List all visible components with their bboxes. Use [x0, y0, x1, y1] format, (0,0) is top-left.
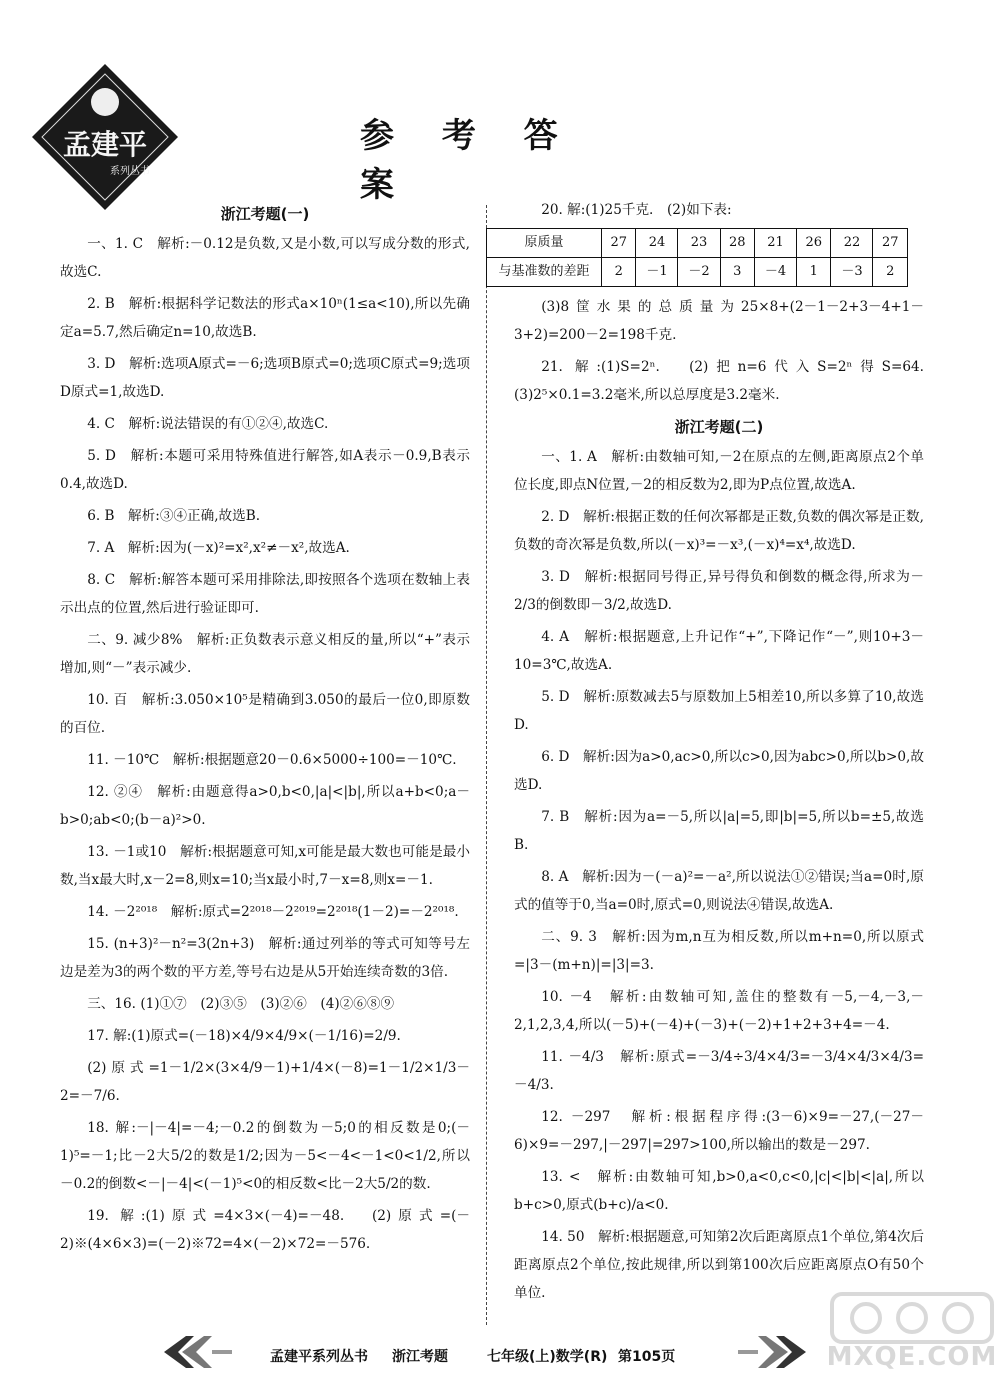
watermark — [826, 1290, 998, 1390]
answer-paragraph: 8. A 解析:因为－(－a)²=－a²,所以说法①②错误;当a=0时,原式的值等于0,当a=0时,原式=0,则说法④错误,故选A. — [514, 869, 924, 913]
series-logo — [30, 62, 180, 212]
answer-paragraph: 6. B 解析:③④正确,故选B. — [87, 508, 261, 524]
left-column — [60, 200, 470, 1262]
table-cell: －4 — [754, 258, 796, 287]
table-header-cell: 原质量 — [487, 229, 602, 258]
answer-paragraph: 7. A 解析:因为(－x)²=x²,x²≠－x²,故选A. — [87, 540, 350, 556]
answer-paragraph: 13. < 解析:由数轴可知,b>0,a<0,c<0,|c|<|b|<|a|,所以b+c>0,原式(b+c)/a<0. — [514, 1169, 924, 1213]
answer-paragraph: 二、9. 3 解析:因为m,n互为相反数,所以m+n=0,所以原式=|3－(m+n)|=|3|=3. — [514, 929, 924, 973]
answer-paragraph: 6. D 解析:因为a>0,ac>0,所以c>0,因为abc>0,所以b>0,故选D. — [514, 749, 924, 793]
answer-paragraph: 2. B 解析:根据科学记数法的形式a×10ⁿ(1≤a<10),所以先确定a=5.7,然后确定n=10,故选B. — [60, 296, 470, 340]
answer-paragraph: 13. －1或10 解析:根据题意可知,x可能是最大数也可能是最小数,当x最大时,x－2=8,则x=10;当x最小时,7－x=8,则x=－1. — [60, 844, 470, 888]
answer-paragraph: (3)8筐水果的总质量为25×8+(2－1－2+3－4+1－3+2)=200－2=198千克. — [514, 299, 924, 343]
section-title: 浙江考题(一) — [220, 205, 310, 223]
footer-book: 浙江考题 — [392, 1349, 448, 1365]
page-number: 第105页 — [618, 1349, 676, 1365]
watermark-text: MXQE.COM — [826, 1342, 998, 1372]
logo-series: 系列丛书 — [110, 166, 150, 177]
answer-paragraph: 12. ②④ 解析:由题意得a>0,b<0,|a|<|b|,所以a+b<0;a－b>0;ab<0;(b－a)²>0. — [60, 784, 470, 828]
table-cell: 2 — [602, 258, 636, 287]
answer-paragraph: 12. －297 解析:根据程序得:(3－6)×9=－27,(－27－6)×9=－297,|－297|=297>100,所以输出的数是－297. — [514, 1109, 924, 1153]
answer-paragraph: 三、16. (1)①⑦ (2)③⑤ (3)②⑥ (4)②⑥⑧⑨ — [87, 996, 395, 1012]
footer-grade: 七年级(上)数学(R) — [487, 1349, 608, 1365]
watermark-logo-icon — [826, 1290, 998, 1346]
table-cell: 21 — [754, 229, 796, 258]
answer-paragraph: 20. 解:(1)25千克. (2)如下表: — [541, 202, 732, 218]
table-cell: 27 — [602, 229, 636, 258]
answer-paragraph: 10. －4 解析:由数轴可知,盖住的整数有－5,－4,－3,－2,1,2,3,4,所以(－5)+(－4)+(－3)+(－2)+1+2+3+4=－4. — [514, 989, 924, 1033]
column-divider — [486, 205, 488, 1325]
answer-paragraph: 3. D 解析:选项A原式=－6;选项B原式=0;选项C原式=9;选项D原式=1,故选D. — [60, 356, 470, 400]
table-row — [487, 229, 908, 258]
table-header-cell: 与基准数的差距 — [487, 258, 602, 287]
answer-paragraph: (2)原式=1－1/2×(3×4/9－1)+1/4×(－8)=1－1/2×1/3－2=－7/6. — [60, 1060, 470, 1104]
section-title: 浙江考题(二) — [674, 418, 764, 436]
answer-paragraph: 11. －10℃ 解析:根据题意20－0.6×5000÷100=－10℃. — [87, 752, 457, 768]
answer-paragraph: 一、1. C 解析:－0.12是负数,又是小数,可以写成分数的形式,故选C. — [60, 236, 470, 280]
table-cell: 28 — [720, 229, 754, 258]
table-cell: 24 — [636, 229, 678, 258]
answer-paragraph: 11. －4/3 解析:原式=－3/4÷3/4×4/3=－3/4×4/3×4/3=－4/3. — [514, 1049, 924, 1093]
table-cell: 23 — [678, 229, 720, 258]
answer-paragraph: 18. 解:－|－4|=－4;－0.2的倒数为－5;0的相反数是0;(－1)⁵=－1;比－2大5/2的数是1/2;因为－5<－4<－1<0<1/2,所以－0.2的倒数<－|－4|<(－1)⁵<0的相反数<比－2大5/2的数. — [60, 1120, 470, 1192]
right-arrow-icon — [736, 1334, 806, 1374]
answer-paragraph: 7. B 解析:因为a=－5,所以|a|=5,即|b|=5,所以b=±5,故选B. — [514, 809, 924, 853]
deviation-table — [486, 228, 908, 287]
table-cell: －1 — [636, 258, 678, 287]
answer-paragraph: 4. C 解析:说法错误的有①②④,故选C. — [87, 416, 329, 432]
table-cell: －3 — [831, 258, 873, 287]
table-cell: 22 — [831, 229, 873, 258]
answer-paragraph: 21. 解:(1)S=2ⁿ. (2)把n=6代入S=2ⁿ得S=64. (3)2⁵×0.1=3.2毫米,所以总厚度是3.2毫米. — [514, 359, 938, 403]
table-cell: 26 — [797, 229, 831, 258]
logo-name: 孟建平 — [62, 128, 148, 161]
answer-paragraph: 2. D 解析:根据正数的任何次幂都是正数,负数的偶次幂是正数,负数的奇次幂是负数,所以(－x)³=－x³,(－x)⁴=x⁴,故选D. — [514, 509, 924, 553]
answer-paragraph: 15. (n+3)²－n²=3(2n+3) 解析:通过列举的等式可知等号左边是差为3的两个数的平方差,等号右边是从5开始连续奇数的3倍. — [60, 936, 470, 980]
answer-paragraph: 14. 50 解析:根据题意,可知第2次后距离原点1个单位,第4次后距离原点2个单位,按此规律,所以到第100次后应距离原点O有50个单位. — [514, 1229, 924, 1301]
table-cell: 2 — [873, 258, 908, 287]
answer-paragraph: 17. 解:(1)原式=(－18)×4/9×4/9×(－1/16)=2/9. — [87, 1028, 401, 1044]
answer-paragraph: 10. 百 解析:3.050×10⁵是精确到3.050的最后一位0,即原数的百位. — [60, 692, 470, 736]
answer-paragraph: 19. 解:(1)原式=4×3×(－4)=－48. (2)原式=(－2)※(4×6×3)=(－2)※72=4×(－2)×72=－576. — [60, 1208, 470, 1252]
answer-paragraph: 3. D 解析:根据同号得正,异号得负和倒数的概念得,所求为－2/3的倒数即－3/2,故选D. — [514, 569, 924, 613]
answer-paragraph: 14. －2²⁰¹⁸ 解析:原式=2²⁰¹⁸－2²⁰¹⁹=2²⁰¹⁸(1－2)=－2²⁰¹⁸. — [87, 904, 459, 920]
answer-paragraph: 8. C 解析:解答本题可采用排除法,即按照各个选项在数轴上表示出点的位置,然后进行验证即可. — [60, 572, 470, 616]
answer-paragraph: 4. A 解析:根据题意,上升记作“+”,下降记作“－”,则10+3－10=3℃,故选A. — [514, 629, 924, 673]
page-title: 参 考 答 案 — [360, 116, 576, 205]
table-cell: 3 — [720, 258, 754, 287]
table-cell: 27 — [873, 229, 908, 258]
right-column — [498, 196, 938, 1311]
answer-paragraph: 一、1. A 解析:由数轴可知,－2在原点的左侧,距离原点2个单位长度,即点N位置,－2的相反数为2,即为P点位置,故选A. — [514, 449, 924, 493]
table-cell: －2 — [678, 258, 720, 287]
table-row — [487, 258, 908, 287]
table-cell: 1 — [797, 258, 831, 287]
answer-paragraph: 5. D 解析:原数减去5与原数加上5相差10,所以多算了10,故选D. — [514, 689, 924, 733]
answer-paragraph: 5. D 解析:本题可采用特殊值进行解答,如A表示－0.9,B表示0.4,故选D. — [60, 448, 470, 492]
footer-brand: 孟建平系列丛书 — [270, 1349, 368, 1365]
answer-paragraph: 二、9. 减少8% 解析:正负数表示意义相反的量,所以“+”表示增加,则“－”表示减少. — [60, 632, 470, 676]
